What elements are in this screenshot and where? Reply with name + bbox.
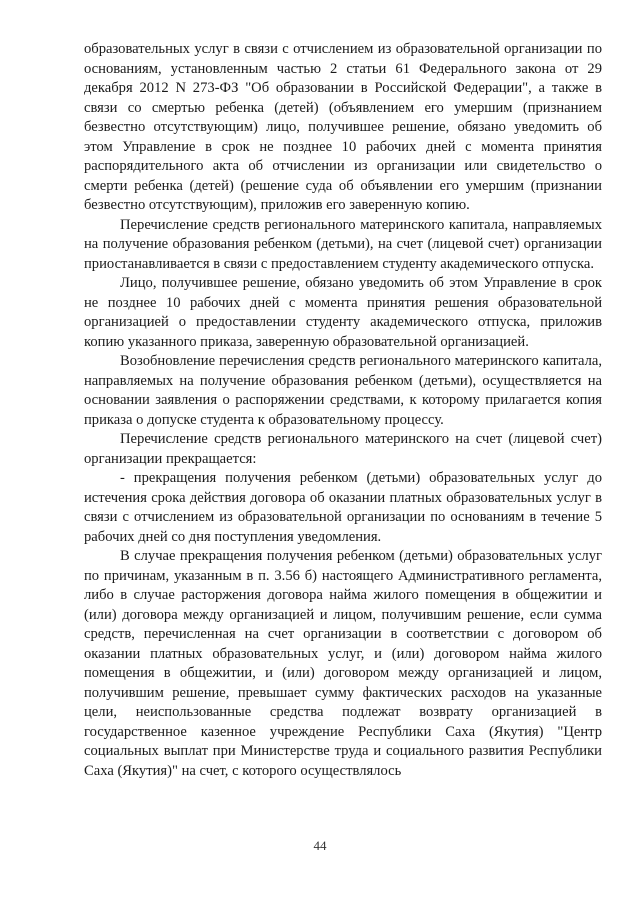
paragraph-refund: В случае прекращения получения ребенком (детьми) образовательных услуг по причинам, указанным в п. 3.56 б) настоящего Административного регламента, либо в случае расторжения договора найма жилого помещения в общежитии и (или) договора между организацией и лицом, получившим решение, если сумма средств, перечисленная на счет организации в соответствии с договором об оказании платных образовательных услуг, и (или) договором найма жилого помещения в общежитии, и (или) договором между организацией и лицом, получившим решение, превышает сумму фактических расходов на указанные цели, неиспользованные средства подлежат возврату организацией в государственное казенное учреждение Республики Саха (Якутия) "Центр социальных выплат при Министерстве труда и социального развития Республики Саха (Якутия)" на счет, с которого осуществлялось [84, 548, 602, 779]
document-body [84, 40, 602, 781]
paragraph-resumption: Возобновление перечисления средств регионального материнского капитала, направляемых на получение образования ребенком (детьми), осуществляется на основании заявления о распоряжении средствами, к которому прилагается копия приказа о допуске студента к образовательному процессу. [84, 353, 602, 428]
paragraph-termination-item: - прекращения получения ребенком (детьми) образовательных услуг до истечения срока действия договора об оказании платных образовательных услуг в связи с отчислением из образовательной организации по основаниям в течение 5 рабочих дней со дня поступления уведомления. [84, 470, 602, 545]
page-number: 44 [313, 838, 327, 853]
paragraph-termination-intro: Перечисление средств регионального материнского на счет (лицевой счет) организации прекращается: [84, 431, 602, 467]
paragraph-suspension: Перечисление средств регионального материнского капитала, направляемых на получение образования ребенком (детьми), на счет (лицевой счет) организации приостанавливается в связи с предоставлением студенту академического отпуска. [84, 216, 602, 272]
paragraph-notification: Лицо, получившее решение, обязано уведомить об этом Управление в срок не позднее 10 рабочих дней с момента принятия решения образовательной организацией о предоставлении студенту академического отпуска, приложив копию указанного приказа, заверенную образовательной организацией. [84, 275, 602, 350]
paragraph-continuation: образовательных услуг в связи с отчислением из образовательной организации по основаниям, установленным частью 2 статьи 61 Федерального закона от 29 декабря 2012 N 273-ФЗ "Об образовании в Российской Федерации", а также в связи со смертью ребенка (детей) (объявлением его умершим (признанием безвестно отсутствующим) лицо, получившее решение, обязано уведомить об этом Управление в срок не позднее 10 рабочих дней с момента принятия распорядительного акта об отчислении из организации или свидетельство о смерти ребенка (детей) (решение суда об объявлении его умершим (признании безвестно отсутствующим), приложив его заверенную копию. [84, 41, 602, 213]
